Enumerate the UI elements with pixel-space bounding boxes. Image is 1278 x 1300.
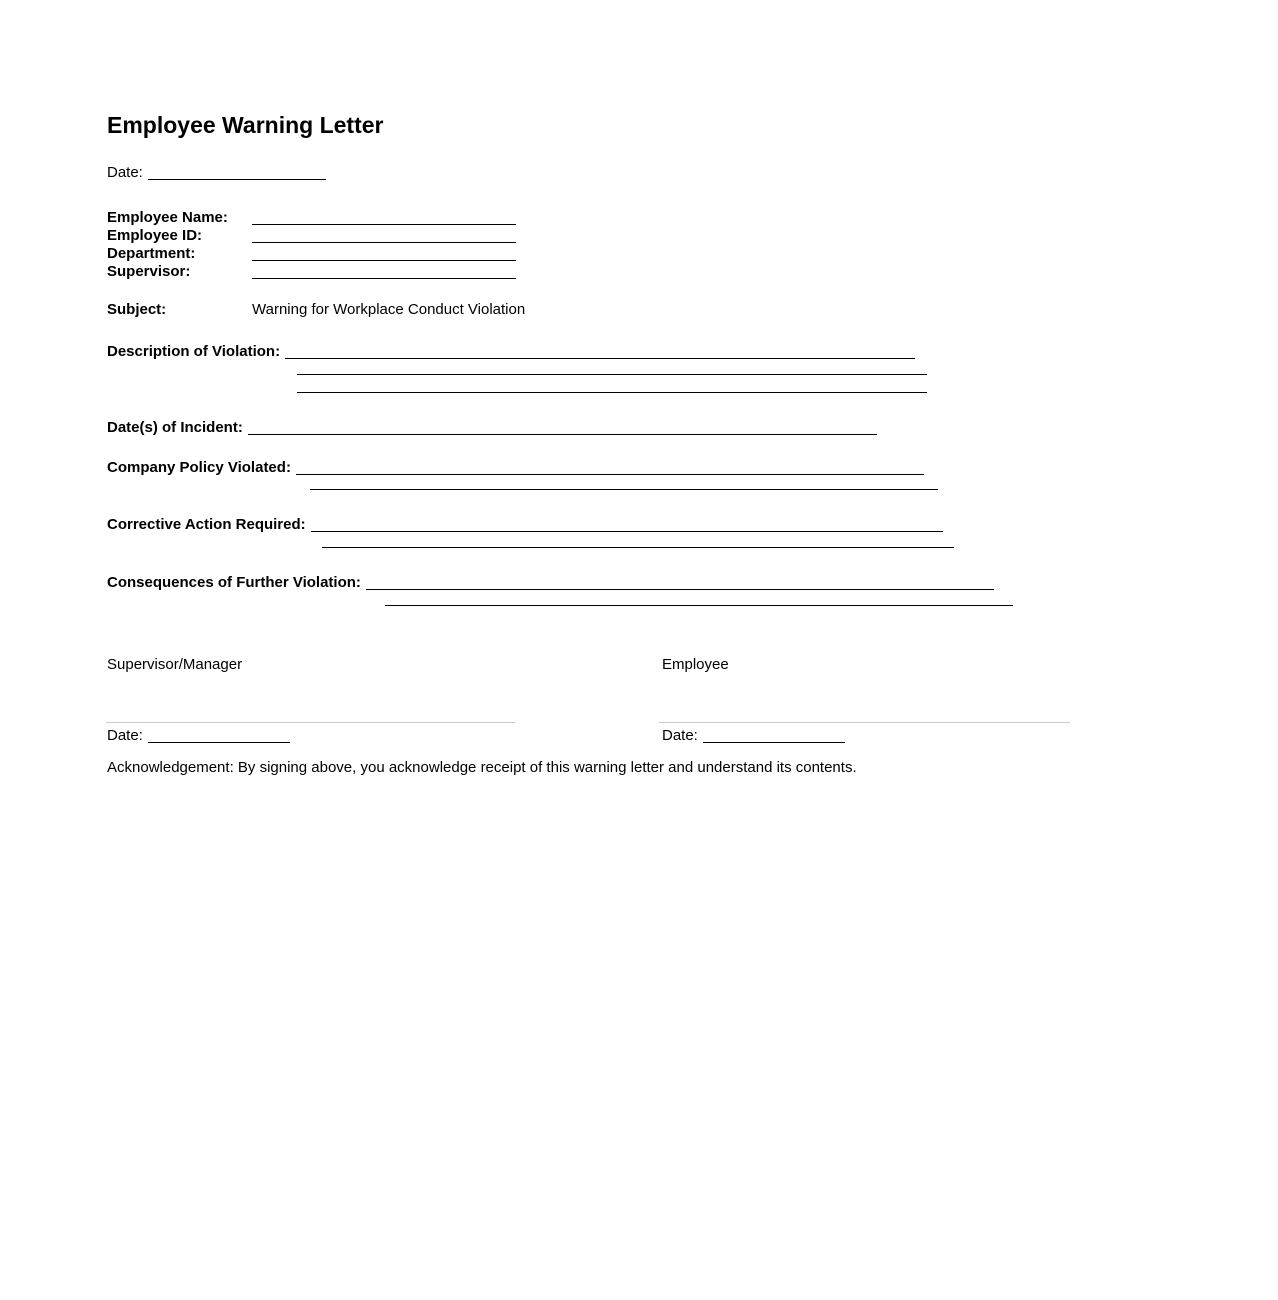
supervisor-date-row [107,724,290,745]
consequences-row [107,571,994,592]
subject-value: Warning for Workplace Conduct Violation [252,301,526,318]
supervisor-label: Supervisor: [107,263,191,280]
employee-id-row [107,224,516,242]
corrective-action-blank-line-2 [322,547,954,548]
subject-row [107,301,525,319]
employee-signature-line [659,722,1070,723]
acknowledgement-text: Acknowledgement: By signing above, you acknowledge receipt of this warning letter and understand its contents. [107,759,857,776]
corrective-action-row [107,513,943,534]
incident-dates-label: Date(s) of Incident: [107,419,243,436]
description-blank-line-1 [285,343,915,359]
supervisor-signature-line [106,722,515,723]
supervisor-blank-line [252,263,516,279]
employee-info-block [107,206,516,278]
employee-signature-role-label: Employee [662,656,729,673]
employee-date-row [662,724,845,745]
consequences-blank-line-2 [385,605,1013,606]
department-label: Department: [107,245,196,262]
employee-id-label: Employee ID: [107,227,203,244]
supervisor-date-blank-line [148,727,290,743]
incident-dates-blank-line [248,419,877,435]
corrective-action-blank-line-1 [311,516,943,532]
consequences-blank-line-1 [366,574,994,590]
letter-date-row [107,161,326,182]
supervisor-signature-role-label: Supervisor/Manager [107,656,243,673]
employee-id-blank-line [252,227,516,243]
employee-name-row [107,206,516,224]
employee-name-blank-line [252,209,516,225]
description-blank-line-3 [297,392,927,393]
description-label: Description of Violation: [107,343,281,360]
page-title: Employee Warning Letter [107,112,384,138]
consequences-label: Consequences of Further Violation: [107,574,361,591]
supervisor-date-label: Date: [107,727,143,744]
incident-dates-row [107,416,877,437]
employee-date-label: Date: [662,727,698,744]
description-blank-line-2 [297,374,927,375]
department-row [107,242,516,260]
letter-date-blank-line [148,164,326,180]
company-policy-blank-line-2 [310,489,938,490]
company-policy-blank-line-1 [296,459,924,475]
description-row [107,340,915,361]
letter-date-label: Date: [107,164,143,181]
supervisor-row [107,260,516,278]
employee-date-blank-line [703,727,845,743]
company-policy-row [107,456,924,477]
department-blank-line [252,245,516,261]
subject-label: Subject: [107,301,167,318]
corrective-action-label: Corrective Action Required: [107,516,306,533]
company-policy-label: Company Policy Violated: [107,459,291,476]
employee-name-label: Employee Name: [107,209,228,226]
